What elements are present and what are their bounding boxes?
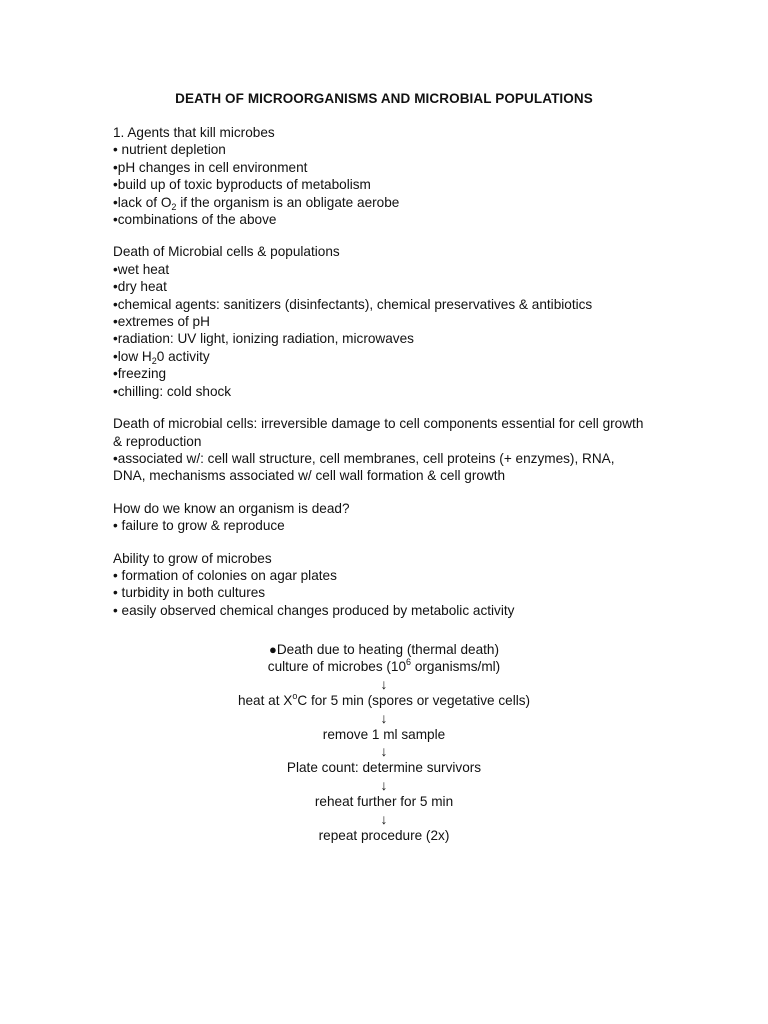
list-item-oxygen (113, 194, 673, 211)
section-heading: Death of Microbial cells & populations (113, 244, 340, 260)
heat-suffix: C for 5 min (spores or vegetative cells) (297, 692, 531, 708)
water-prefix: •low H (113, 348, 152, 364)
list-item: •freezing (113, 366, 167, 382)
list-item: •radiation: UV light, ionizing radiation, microwaves (113, 331, 414, 347)
arrow-down-icon: ↓ (380, 709, 388, 726)
section-heading: Ability to grow of microbes (113, 550, 272, 566)
list-item: • turbidity in both cultures (113, 585, 266, 601)
list-item: •wet heat (113, 261, 170, 277)
list-item: •extremes of pH (113, 314, 210, 330)
list-item: • failure to grow & reproduce (113, 518, 285, 534)
section-ability-grow (113, 550, 673, 620)
list-item: • nutrient depletion (113, 142, 226, 158)
culture-superscript: 6 (406, 656, 412, 667)
paragraph-line: DNA, mechanisms associated w/ cell wall formation & cell growth (113, 468, 506, 484)
heat-prefix: heat at X (237, 692, 293, 708)
culture-suffix: organisms/ml) (411, 658, 501, 674)
list-item: •build up of toxic byproducts of metabolism (113, 177, 371, 193)
water-suffix: 0 activity (156, 348, 210, 364)
list-item: • easily observed chemical changes produced by metabolic activity (113, 602, 515, 618)
list-item: •chilling: cold shock (113, 383, 232, 399)
list-item: •pH changes in cell environment (113, 159, 308, 175)
list-item-water (113, 348, 673, 365)
list-item: •combinations of the above (113, 212, 277, 228)
section-heading: 1. Agents that kill microbes (113, 125, 275, 140)
section-death-populations (113, 243, 673, 400)
arrow-down-icon: ↓ (380, 777, 388, 794)
flow-step-heat (0, 690, 768, 710)
arrow-down-icon: ↓ (380, 811, 388, 828)
flow-step-sample: remove 1 ml sample (322, 726, 446, 742)
degree-superscript: o (292, 690, 298, 701)
flow-step-culture (0, 656, 768, 676)
list-item: •dry heat (113, 279, 167, 295)
oxygen-suffix: if the organism is an obligate aerobe (176, 194, 400, 210)
paragraph-line: •associated w/: cell wall structure, cell membranes, cell proteins (+ enzymes), RNA, (113, 450, 615, 466)
section-how-dead (113, 500, 673, 535)
flow-step-title (0, 642, 768, 659)
flow-step-reheat: reheat further for 5 min (314, 794, 454, 810)
bullet-icon: ● (268, 642, 277, 657)
water-subscript: 2 (151, 355, 157, 366)
paragraph-line: Death of microbial cells: irreversible damage to cell components essential for cell growth (113, 416, 644, 432)
section-death-cells (113, 415, 673, 485)
arrow-down-icon: ↓ (380, 675, 388, 692)
paragraph-line: & reproduction (113, 433, 202, 449)
oxygen-prefix: •lack of O (113, 194, 172, 210)
page-title: DEATH OF MICROORGANISMS AND MICROBIAL POPULATIONS (175, 91, 593, 106)
thermal-death-flow (0, 642, 768, 845)
section-heading: How do we know an organism is dead? (113, 500, 350, 516)
flow-step-plate-count: Plate count: determine survivors (286, 760, 482, 776)
document-body (113, 124, 673, 634)
arrow-down-icon: ↓ (380, 743, 388, 760)
section-agents (113, 124, 673, 228)
oxygen-subscript: 2 (171, 201, 177, 212)
list-item: •chemical agents: sanitizers (disinfectants), chemical preservatives & antibiotics (113, 296, 593, 312)
list-item: • formation of colonies on agar plates (113, 567, 337, 583)
flow-step-repeat: repeat procedure (2x) (318, 827, 450, 843)
culture-prefix: culture of microbes (10 (267, 658, 407, 674)
flow-step-text: Death due to heating (thermal death) (276, 642, 500, 657)
